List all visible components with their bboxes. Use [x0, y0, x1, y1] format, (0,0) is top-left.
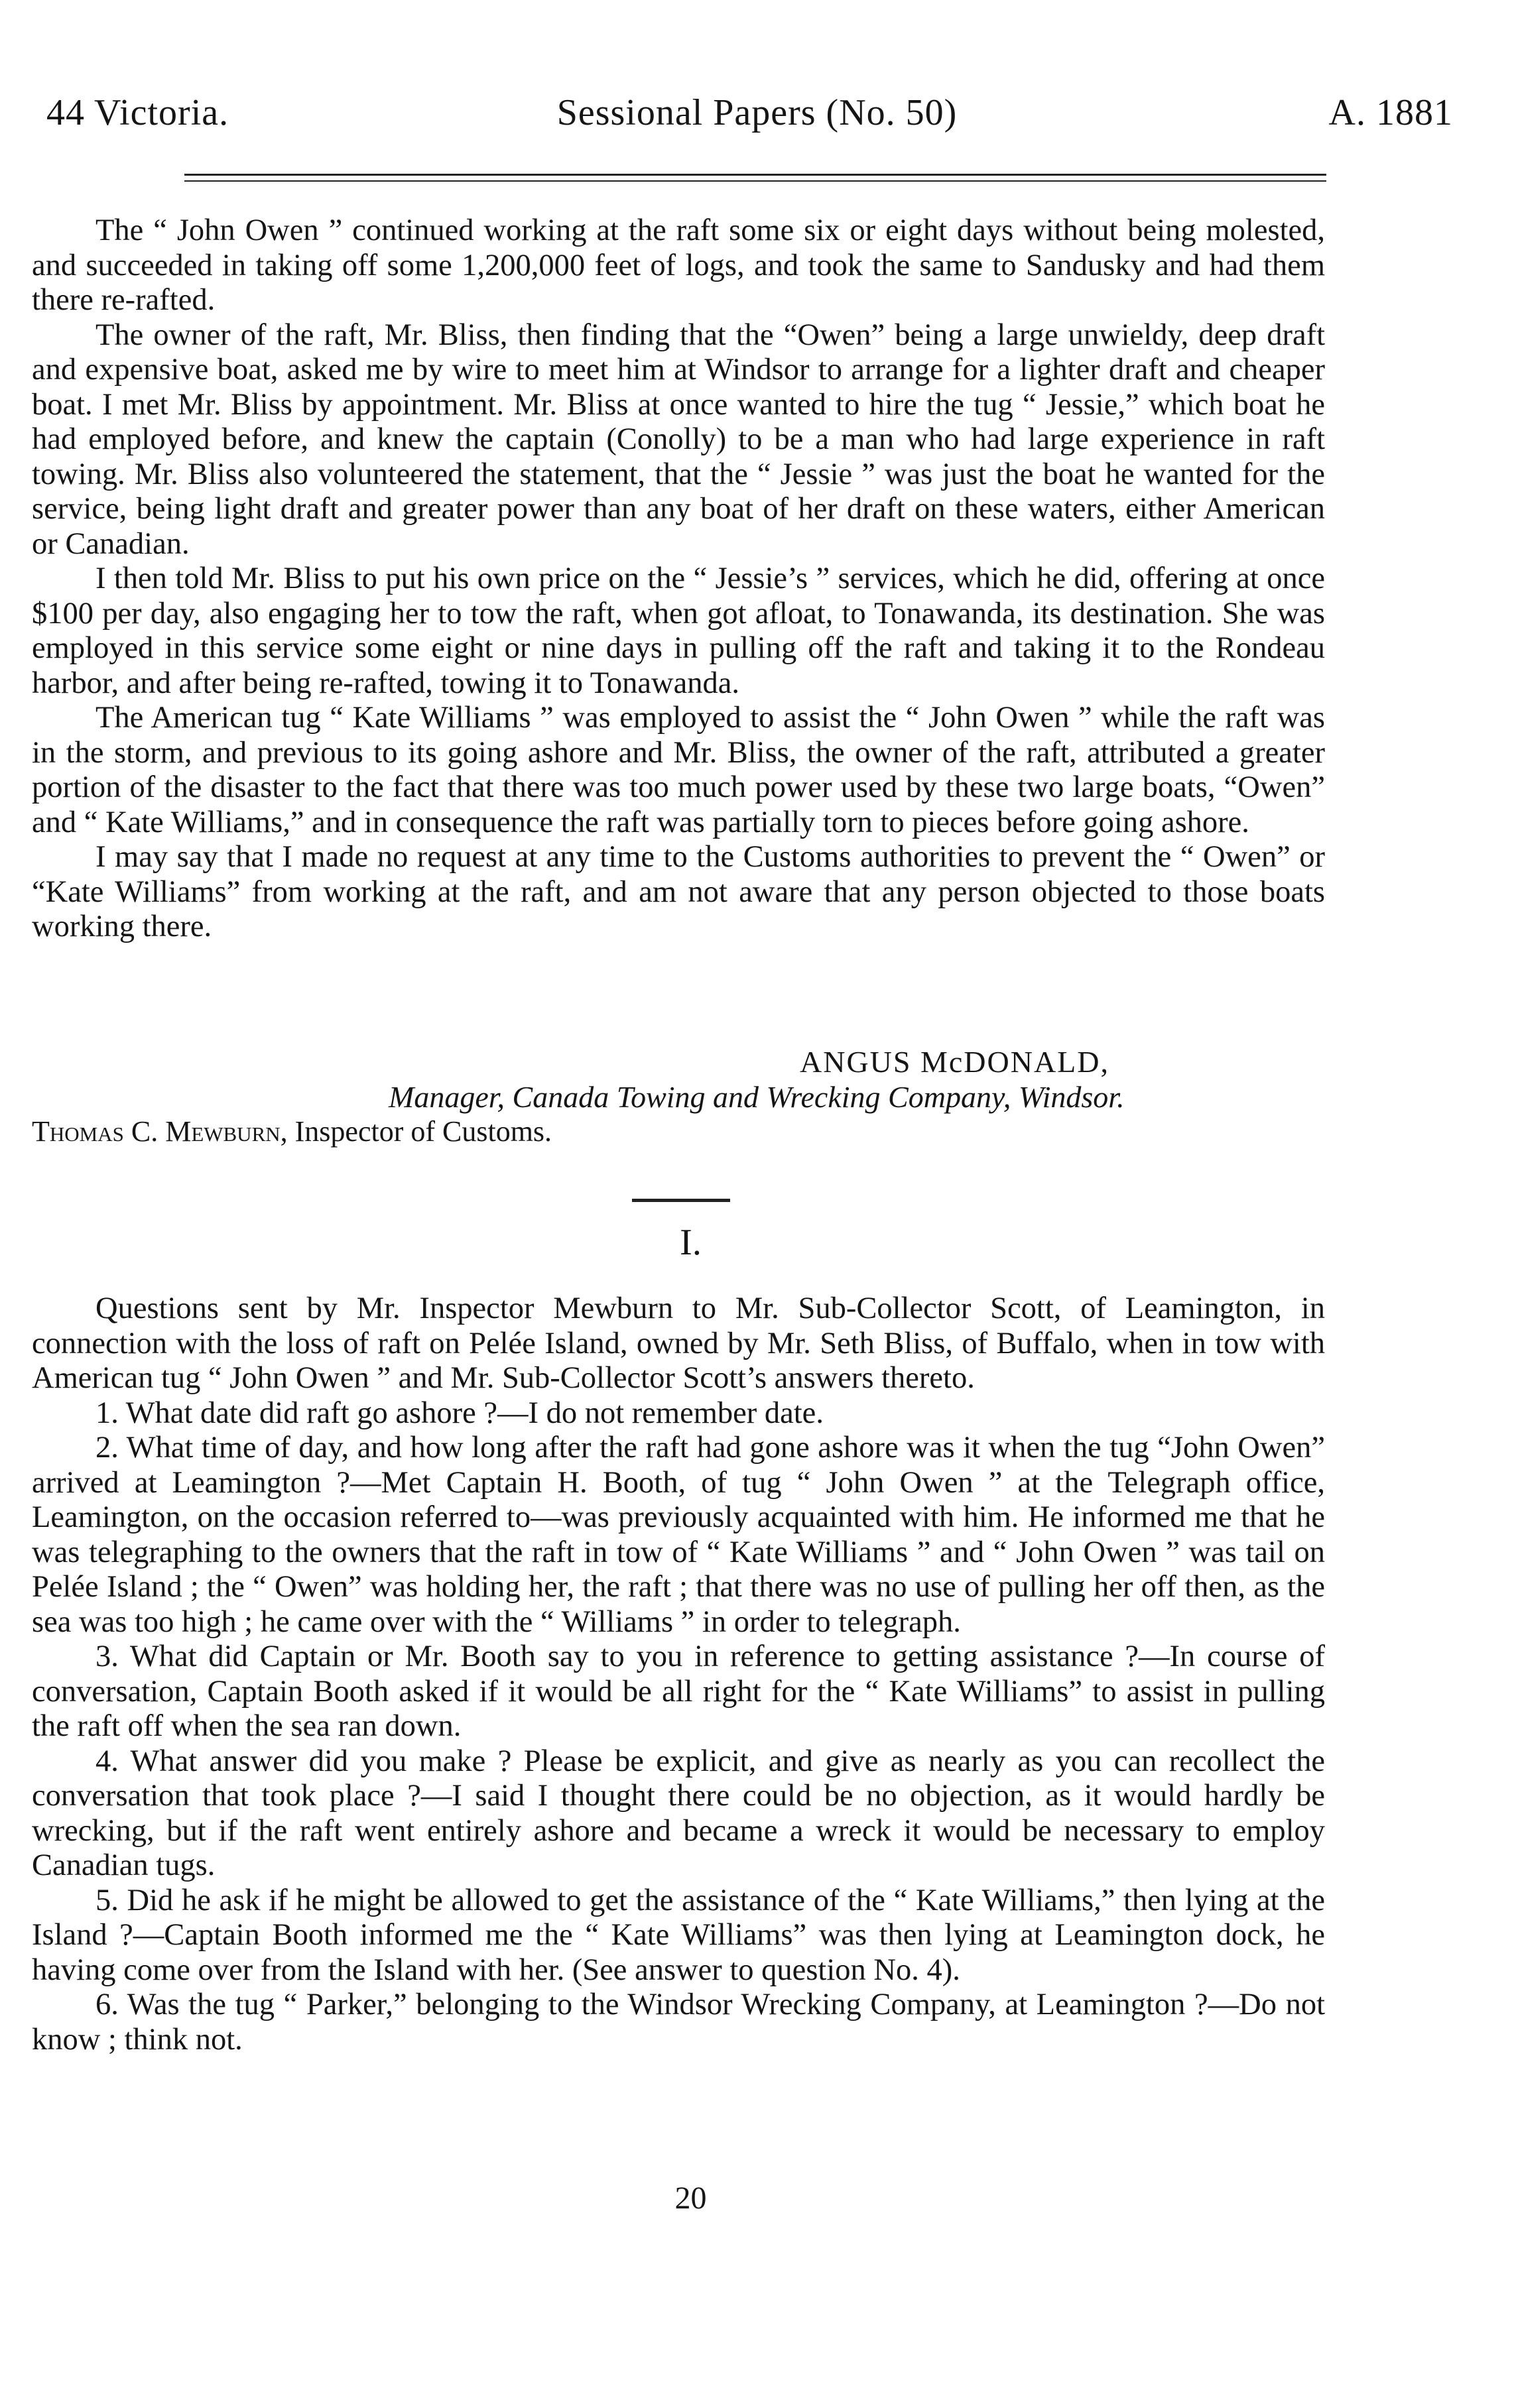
addressee-title: Inspector of Customs.: [294, 1115, 552, 1148]
letter-paragraph-4: The American tug “ Kate Williams ” was employed to assist the “ John Owen ” while the raft was in the storm, and previous to its going ashore and Mr. Bliss, the owner of the raft, attributed a greater portion of the disaster to the fact that there was too much power used by these two large boats, “Owen” and “ Kate Williams,” and in consequence the raft was partially torn to pieces before going ashore.: [32, 701, 1325, 839]
question-4: 4. What answer did you make ? Please be explicit, and give as nearly as you can recollect the conversation that took place ?—I said I thought there could be no objection, as it would hardly be wrecking, but if the raft went entirely ashore and became a wreck it would be necessary to employ Canadian tugs.: [32, 1744, 1325, 1882]
section-heading: I.: [680, 1222, 702, 1263]
section-divider: [632, 1199, 730, 1202]
question-6: 6. Was the tug “ Parker,” belonging to the Windsor Wrecking Company, at Leamington ?—Do not know ; think not.: [32, 1988, 1325, 2057]
header-rule-bottom: [184, 180, 1326, 182]
letter-paragraph-5: I may say that I made no request at any time to the Customs authorities to prevent the “ Owen” or “Kate Williams” from working at the raft, and am not aware that any person objected to those boats working there.: [32, 840, 1325, 943]
header-session: 44 Victoria.: [46, 92, 229, 133]
addressee-name: Thomas C. Mewburn,: [32, 1115, 288, 1148]
addressee: [32, 1114, 552, 1148]
header-rule-top: [184, 174, 1326, 176]
page-number: 20: [674, 2181, 707, 2216]
letter-body: [32, 213, 1325, 945]
questions-intro: Questions sent by Mr. Inspector Mewburn to Mr. Sub-Collector Scott, of Leamington, in connection with the loss of raft on Pelée Island, owned by Mr. Seth Bliss, of Buffalo, when in tow with American tug “ John Owen ” and Mr. Sub-Collector Scott’s answers thereto.: [32, 1292, 1325, 1395]
questions-body: [32, 1292, 1325, 2057]
signature-name: ANGUS McDONALD,: [800, 1045, 1109, 1079]
letter-paragraph-3: I then told Mr. Bliss to put his own price on the “ Jessie’s ” services, which he did, offering at once $100 per day, also engaging her to tow the raft, when got afloat, to Tonawanda, its destination. She was employed in this service some eight or nine days in pulling off the raft and taking it to the Rondeau harbor, and after being re-rafted, towing it to Tonawanda.: [32, 562, 1325, 700]
letter-paragraph-1: The “ John Owen ” continued working at the raft some six or eight days without being molested, and succeeded in taking off some 1,200,000 feet of logs, and took the same to Sandusky and had them there re-rafted.: [32, 213, 1325, 317]
question-3: 3. What did Captain or Mr. Booth say to you in reference to getting assistance ?—In course of conversation, Captain Booth asked if it would be all right for the “ Kate Williams” to assist in pulling the raft off when the sea ran down.: [32, 1640, 1325, 1743]
header-title: Sessional Papers (No. 50): [556, 92, 958, 133]
signature-title: Manager, Canada Towing and Wrecking Company, Windsor.: [389, 1080, 1125, 1114]
header-year: A. 1881: [1328, 92, 1453, 133]
question-1: 1. What date did raft go ashore ?—I do not remember date.: [95, 1396, 824, 1430]
question-5: 5. Did he ask if he might be allowed to get the assistance of the “ Kate Williams,” then lying at the Island ?—Captain Booth informed me the “ Kate Williams” was then lying at Leamington dock, he having come over from the Island with her. (See answer to question No. 4).: [32, 1883, 1325, 1987]
letter-paragraph-2: The owner of the raft, Mr. Bliss, then finding that the “Owen” being a large unwieldy, deep draft and expensive boat, asked me by wire to meet him at Windsor to arrange for a lighter draft and cheaper boat. I met Mr. Bliss by appointment. Mr. Bliss at once wanted to hire the tug “ Jessie,” which boat he had employed before, and knew the captain (Conolly) to be a man who had large experience in raft towing. Mr. Bliss also volunteered the statement, that the “ Jessie ” was just the boat he wanted for the service, being light draft and greater power than any boat of her draft on these waters, either American or Canadian.: [32, 318, 1325, 561]
question-2: 2. What time of day, and how long after the raft had gone ashore was it when the tug “John Owen” arrived at Leamington ?—Met Captain H. Booth, of tug “ John Owen ” at the Telegraph office, Leamington, on the occasion referred to—was previously acquainted with him. He informed me that he was telegraphing to the owners that the raft in tow of “ Kate Williams ” and “ John Owen ” was tail on Pelée Island ; the “ Owen” was holding her, the raft ; that there was no use of pulling her off then, as the sea was too high ; he came over with the “ Williams ” in order to telegraph.: [32, 1431, 1325, 1639]
